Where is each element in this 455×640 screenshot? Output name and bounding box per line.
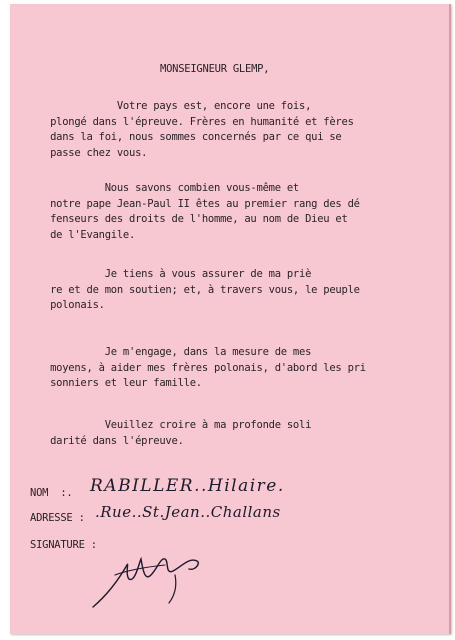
letter-paragraph-4: Je m'engage, dans la mesure de mes moyens, à aider mes frères polonais, d'abord les pri sonniers et leur famille. — [50, 346, 366, 389]
letter-paragraph-1: Votre pays est, encore une fois, plongé dans l'épreuve. Frères en humanité et fères dans la foi, nous sommes concernés par ce qui se passe chez vous. — [50, 100, 354, 159]
letter-paragraph-3: Je tiens à vous assurer de ma priè re et de mon soutien; et, à travers vous, le peuple polonais. — [50, 268, 360, 311]
letter-paragraph-2: Nous savons combien vous-même et notre pape Jean-Paul II êtes au premier rang des dé fenseurs des droits de l'homme, au nom de Dieu et de l'Evangile. — [50, 182, 360, 241]
adresse-handwritten-value: .Rue..St.Jean..Challans — [95, 503, 281, 521]
adresse-label: ADRESSE : — [30, 512, 85, 524]
letter-paragraph-5: Veuillez croire à ma profonde soli darité dans l'épreuve. — [50, 419, 312, 447]
nom-label: NOM :. — [30, 487, 73, 499]
paper-edge — [449, 4, 451, 634]
signature-label: SIGNATURE : — [30, 539, 97, 551]
letter-salutation: MONSEIGNEUR GLEMP, — [160, 63, 270, 75]
handwritten-signature — [85, 545, 215, 615]
nom-handwritten-value: RABILLER..Hilaire. — [90, 476, 285, 496]
